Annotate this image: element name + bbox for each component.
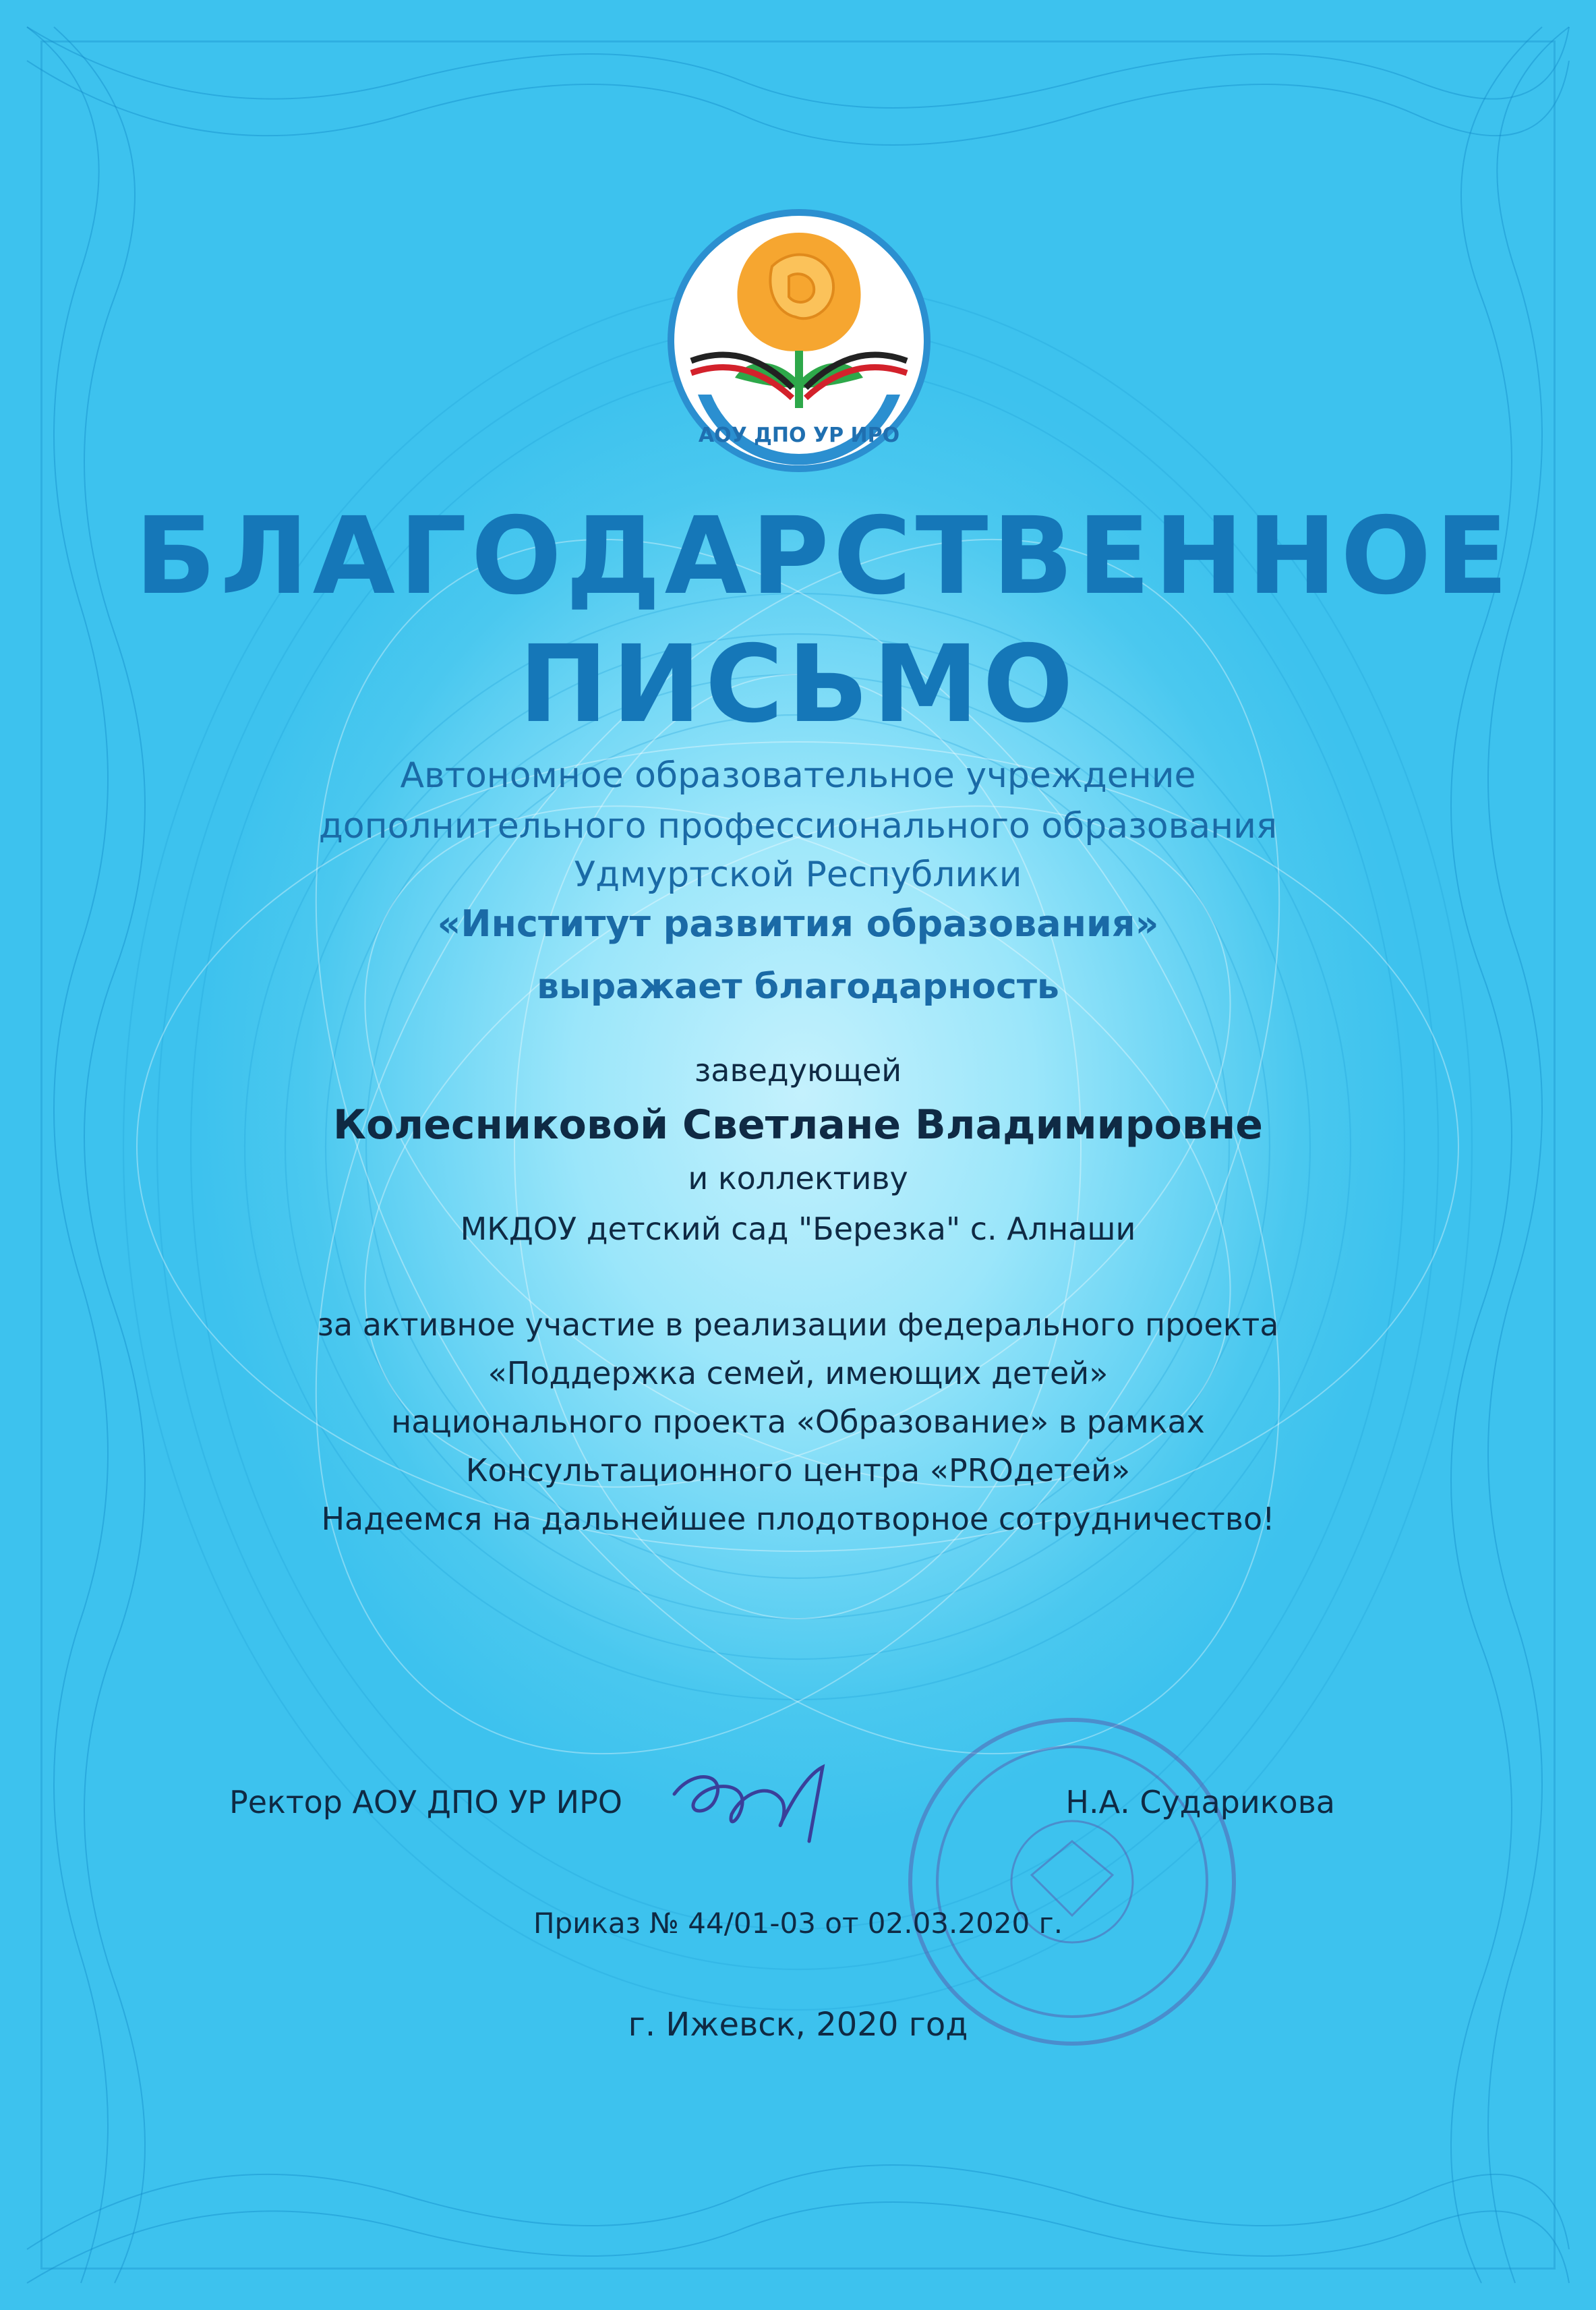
recipient-full-name: Колесниковой Светлане Владимировне <box>332 1101 1263 1149</box>
svg-text:АОУ ДПО УР ИРО: АОУ ДПО УР ИРО <box>698 424 900 447</box>
order-reference: Приказ № 44/01-03 от 02.03.2020 г. <box>533 1907 1063 1940</box>
rose-icon <box>737 233 860 351</box>
place-and-year: г. Ижевск, 2020 год <box>628 2006 968 2044</box>
reason-line-4: Консультационного центра «PROдетей» <box>465 1452 1131 1489</box>
reason-line-1: за активное участие в реализации федерального проекта <box>317 1306 1279 1343</box>
organization-line-2: дополнительного профессионального образования <box>318 806 1278 846</box>
reason-line-5: Надеемся на дальнейшее плодотворное сотрудничество! <box>321 1501 1275 1537</box>
handwritten-signature <box>647 1754 850 1855</box>
organization-name: «Институт развития образования» <box>437 902 1159 945</box>
reason-line-3: национального проекта «Образование» в рамках <box>391 1404 1205 1440</box>
recipient-and-team: и коллективу <box>688 1160 908 1196</box>
organization-line-3: Удмуртской Республики <box>574 855 1022 895</box>
thanks-phrase: выражает благодарность <box>537 966 1059 1007</box>
title-line-2: ПИСЬМО <box>519 623 1077 747</box>
signatory-title: Ректор АОУ ДПО УР ИРО <box>229 1784 623 1820</box>
institute-logo <box>664 206 934 475</box>
title-line-1: БЛАГОДАРСТВЕННОЕ <box>135 494 1512 618</box>
recipient-institution: МКДОУ детский сад "Березка" с. Алнаши <box>460 1211 1136 1247</box>
signature-row <box>229 1754 1335 1855</box>
organization-line-1: Автономное образовательное учреждение <box>400 755 1196 796</box>
signatory-name: Н.А. Сударикова <box>1065 1784 1335 1820</box>
recipient-position: заведующей <box>694 1052 902 1089</box>
reason-line-2: «Поддержка семей, имеющих детей» <box>487 1355 1109 1391</box>
